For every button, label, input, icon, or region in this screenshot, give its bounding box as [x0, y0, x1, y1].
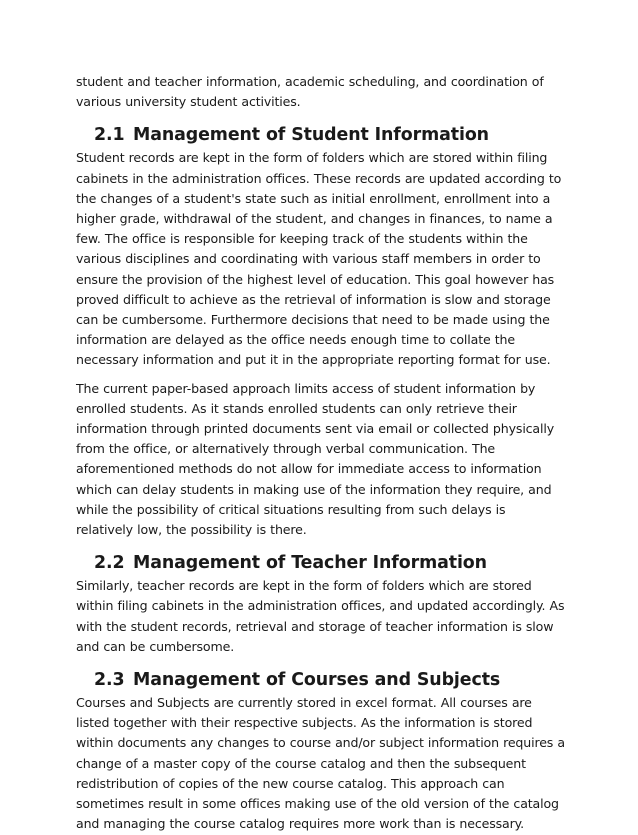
section-number: 2.1 — [94, 125, 125, 146]
intro-paragraph: student and teacher information, academic scheduling, and coordination of various university student activities. — [76, 74, 544, 110]
section-title: Management of Student Information — [133, 125, 489, 146]
document-page — [76, 72, 566, 835]
body-paragraph: Similarly, teacher records are kept in the form of folders which are stored within filing cabinets in the administration offices, and updated accordingly. As with the student records, retrieval and storage of teacher information is slow and can be cumbersome. — [76, 578, 565, 654]
body-paragraph: The current paper-based approach limits access of student information by enrolled students. As it stands enrolled students can only retrieve their information through printed documents sent via email or collected physically from the office, or alternatively through verbal communication. The aforementioned methods do not allow for immediate access to information which can delay students in making use of the information they require, and while the possibility of critical situations resulting from such delays is relatively low, the possibility is there. — [76, 380, 555, 538]
section-heading-teacher-info — [76, 550, 566, 576]
section-title: Management of Teacher Information — [133, 553, 487, 574]
body-paragraph: Student records are kept in the form of folders which are stored within filing cabinets in the administration offices. These records are updated according to the changes of a student's state such as initial enrollment, enrollment into a higher grade, withdrawal of the student, and changes in finances, to name a few. The office is responsible for keeping track of the students within the various disciplines and coordinating with various staff members in order to ensure the provision of the highest level of education. This goal however has proved difficult to achieve as the retrieval of information is slow and storage can be cumbersome. Furthermore decisions that need to be made using the information are delayed as the office needs enough time to collate the necessary information and put it in the appropriate reporting format for use. — [76, 150, 562, 368]
section-heading-student-info — [76, 122, 566, 148]
section-number: 2.2 — [94, 553, 125, 574]
section-number: 2.3 — [94, 670, 125, 691]
section-heading-courses-subjects — [76, 667, 566, 693]
body-paragraph: Courses and Subjects are currently stored in excel format. All courses are listed together with their respective subjects. As the information is stored within documents any changes to course and/or subject information requires a change of a master copy of the course catalog and then the subsequent redistribution of copies of the new course catalog. This approach can sometimes result in some offices making use of the old version of the catalog and managing the course catalog requires more work than is necessary. — [76, 695, 565, 832]
section-title: Management of Courses and Subjects — [133, 670, 501, 691]
